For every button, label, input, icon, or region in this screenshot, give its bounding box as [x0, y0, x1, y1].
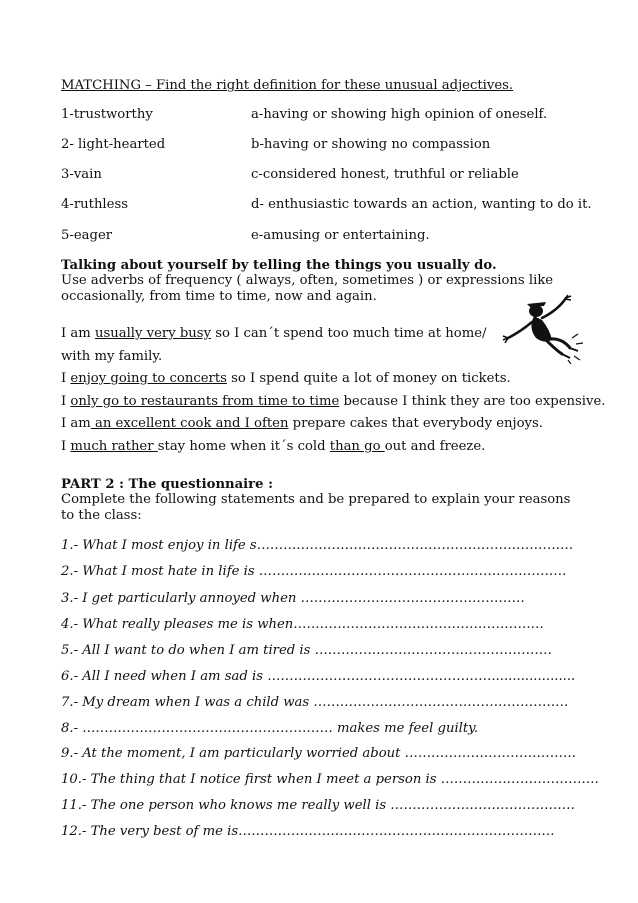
sentence-start: I — [61, 394, 71, 409]
matching-term-5: 5-eager — [61, 228, 113, 243]
sentence-end: out and freeze. — [384, 439, 486, 454]
sentence-start: I am — [61, 416, 91, 431]
part2-instruction: Complete the following statements and be prepared to explain your reasons to the class: — [61, 492, 571, 523]
matching-definition-e: e-amusing or entertaining. — [251, 228, 430, 243]
part2-heading: PART 2 : The questionnaire : — [61, 477, 273, 492]
sentence-end: so I spend quite a lot of money on tickets. — [226, 371, 511, 386]
sentence-underlined-2: than go — [329, 439, 385, 454]
question-8: 8.- ………………………………………………… makes me feel guilty. — [61, 721, 479, 736]
sentence-underlined: an excellent cook and I often — [90, 416, 289, 431]
sentence-end: so I can´t spend too much time at home/ — [211, 326, 487, 341]
sentence-start: I — [61, 371, 71, 386]
matching-definition-b: b-having or showing no compassion — [251, 137, 491, 152]
question-12: 12.- The very best of me is……………………………………………………………… — [61, 824, 555, 839]
matching-term-4: 4-ruthless — [61, 197, 128, 212]
example-sentence-3 — [61, 394, 605, 410]
sentence-underlined: much rather — [70, 439, 158, 454]
sentence-middle: stay home when it´s cold — [157, 439, 330, 454]
matching-definition-a: a-having or showing high opinion of oneself. — [251, 107, 548, 122]
example-sentence-5 — [61, 439, 485, 455]
talking-instruction: Use adverbs of frequency ( always, often, sometimes ) or expressions like occasionally, from time to time, now and again. — [61, 273, 554, 304]
question-7: 7.- My dream when I was a child was …………………………………………………. — [61, 695, 569, 710]
sentence-underlined: enjoy going to concerts — [70, 371, 227, 386]
question-5: 5.- All I want to do when I am tired is ……………………………………………… — [61, 643, 552, 658]
question-11: 11.- The one person who knows me really well is …………………………………… — [61, 798, 575, 813]
example-sentence-1-continued: with my family. — [61, 349, 163, 364]
example-sentence-2 — [61, 371, 511, 387]
sentence-end: because I think they are too expensive. — [339, 394, 606, 409]
question-10: 10.- The thing that I notice first when I meet a person is ……………………………… — [61, 772, 599, 787]
question-2: 2.- What I most hate in life is ……………………………………………………………. — [61, 564, 567, 579]
question-3: 3.- I get particularly annoyed when …………………………………………… — [61, 591, 525, 606]
matching-definition-d: d- enthusiastic towards an action, wanting to do it. — [251, 197, 592, 212]
sentence-underlined: only go to restaurants from time to time — [70, 394, 340, 409]
dancing-figure-icon — [500, 292, 590, 364]
example-sentence-1 — [61, 326, 487, 342]
question-1: 1.- What I most enjoy in life s……………………………………………………………… — [61, 538, 574, 553]
sentence-start: I am — [61, 326, 95, 341]
example-sentence-4 — [61, 416, 543, 432]
question-6: 6.- All I need when I am sad is …………………………………………….................... — [61, 669, 576, 684]
matching-term-3: 3-vain — [61, 167, 102, 182]
matching-definition-c: c-considered honest, truthful or reliable — [251, 167, 519, 182]
question-9: 9.- At the moment, I am particularly worried about ………………………………… — [61, 746, 577, 761]
question-4: 4.- What really pleases me is when………………………………………………… — [61, 617, 544, 632]
sentence-end: prepare cakes that everybody enjoys. — [288, 416, 543, 431]
matching-heading: MATCHING – Find the right definition for these unusual adjectives. — [61, 78, 514, 93]
sentence-underlined: usually very busy — [94, 326, 212, 341]
sentence-start: I — [61, 439, 71, 454]
talking-heading: Talking about yourself by telling the things you usually do. — [61, 258, 497, 273]
matching-term-1: 1-trustworthy — [61, 107, 153, 122]
matching-term-2: 2- light-hearted — [61, 137, 166, 152]
